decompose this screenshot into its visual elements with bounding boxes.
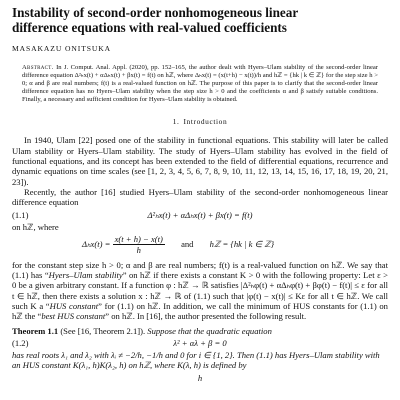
p3-part-d: ” on hℤ. In [16], the author presented the following result. <box>105 311 307 322</box>
equation-body-1-2: λ² + αλ + β = 0 <box>173 337 227 348</box>
on-hz-text: on hℤ, where <box>12 221 59 232</box>
delta-denominator: h <box>136 244 141 255</box>
p3-part-c: ” for (1.1) on hℤ. In addition, we call the minimum of HUS constants for (1.1) on hℤ the “ <box>12 301 388 322</box>
section-number: 1. <box>172 117 180 127</box>
and-word: and <box>181 239 194 250</box>
theorem-1-1 <box>12 326 388 336</box>
intro-paragraph-3 <box>12 260 388 322</box>
p3-part-a: for the constant step size h > 0; α and β are real numbers; f(t) is a real-valued function on hℤ. We say that (1.1) has “ <box>12 259 388 281</box>
theorem-heading: Theorem 1.1 <box>12 325 59 336</box>
delta-lhs: Δₕx(t) = <box>82 238 111 249</box>
abstract-text: In J. Comput. Anal. Appl. (2020), pp. 152–165, the author dealt with Hyers–Ulam stability of the second-order linear difference equation Δ²ₕx(t) + αΔₕx(t) + βx(t) = f(t) on hℤ, where Δₕx(t) = (x(t+h) − x(t))/h and hℤ = {hk | k ∈ ℤ} for the step size h > 0; α and β are real numbers; f(t) is a real-valued function on hℤ. The purpose of this paper is to clarify that the second-order linear difference equation has no Hyers–Ulam stability when the step size h > 0 and the coefficients α and β satisfy suitable conditions. Finally, a necessary and sufficient condition for Hyers–Ulam stability is obtained. <box>22 64 379 104</box>
p3-part-b: ” on hℤ if there exists a constant K > 0 with the following property: Let ε > 0 be a given arbitrary constant. If a function φ : hℤ → ℝ satisfies |Δ²ₕφ(t) + αΔₕφ(t) + βφ(t) − f(t)| ≤ ε for all t ∈ hℤ, then there exists a solution x : hℤ → ℝ of (1.1) such that |φ(t) − x(t)| ≤ Kε for all t ∈ hℤ. We call such K a “ <box>12 270 388 312</box>
paper-title <box>12 5 388 35</box>
theorem-statement-1: Suppose that the quadratic equation <box>147 325 272 336</box>
section-title: Introduction <box>183 117 228 127</box>
title-line-1: Instability of second-order nonhomogeneous linear <box>12 5 299 20</box>
equation-label: (1.1) <box>12 209 29 220</box>
delta-fraction <box>113 234 165 255</box>
equation-label-1-2: (1.2) <box>12 337 29 348</box>
p3-emphasis-constant: HUS constant <box>49 301 99 312</box>
delta-numerator: x(t + h) − x(t) <box>114 233 163 244</box>
paper-page <box>12 0 388 383</box>
equation-1-2 <box>12 336 388 350</box>
theorem-cite: (See [16, Theorem 2.1]). <box>60 325 146 336</box>
intro-paragraph-1: In 1940, Ulam [22] posed one of the stability in functional equations. This stability will later be called Ulam stability or Hyers–Ulam stability. The study of Hyers–Ulam stability has evolved in the field of functional equations, and its concept has been extended to the field of differential equations, recurrence and dynamic equations on time scales (see [1, 2, 3, 4, 5, 6, 7, 8, 9, 10, 11, 12, 13, 14, 15, 16, 17, 18, 19, 20, 21, 23]). <box>12 135 388 187</box>
delta-definition <box>12 232 388 260</box>
delta-formula <box>82 234 274 255</box>
trailing-formula: h <box>197 372 203 383</box>
abstract-label: Abstract. <box>22 64 54 71</box>
equation-1-1 <box>12 208 388 222</box>
intro-paragraph-2: Recently, the author [16] studied Hyers–Ulam stability of the second-order nonhomogeneous linear difference equation <box>12 186 388 208</box>
section-heading <box>12 117 388 126</box>
p3-emphasis-hus: Hyers–Ulam stability <box>48 270 123 281</box>
abstract <box>12 64 388 104</box>
author-name: MASAKAZU ONITSUKA <box>12 44 112 53</box>
theorem-statement-2: has real roots λ₁ and λ₂ with λᵢ ≠ −2/h, −1/h and 0 for i ∈ {1, 2}. Then (1.1) has Hyers–Ulam stability with an HUS constant K(λ₁, h)K(λ₂, h) on hℤ, where K(λ, h) is defined by <box>12 349 380 371</box>
p3-emphasis-best: best HUS constant <box>41 311 106 322</box>
equation-body: Δ²ₕx(t) + αΔₕx(t) + βx(t) = f(t) <box>147 209 253 220</box>
title-line-2: difference equations with real-valued coefficients <box>12 20 287 35</box>
hz-definition: hℤ = {hk | k ∈ ℤ} <box>209 238 275 249</box>
